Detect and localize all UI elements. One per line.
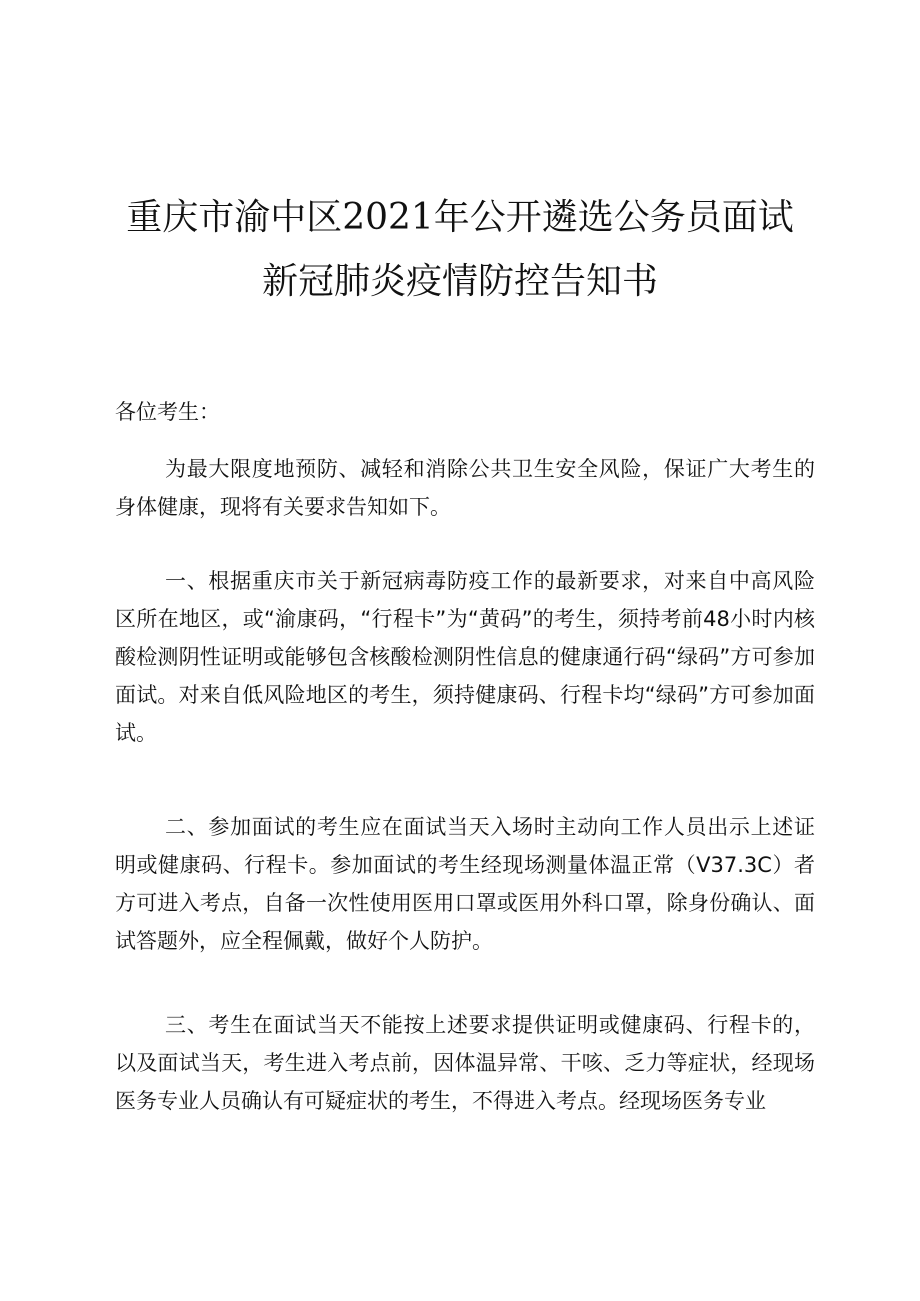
- paragraph-item-2: 二、参加面试的考生应在面试当天入场时主动向工作人员出示上述证明或健康码、行程卡。参加面试的考生经现场测量体温正常（V37.3C）者方可进入考点，自备一次性使用医用口罩或医用外科口罩，除身份确认、面试答题外，应全程佩戴，做好个人防护。: [115, 815, 815, 953]
- paragraph-item-1: 一、根据重庆市关于新冠病毒防疫工作的最新要求，对来自中高风险区所在地区，或“渝康码，“行程卡”为“黄码”的考生，须持考前48小时内核酸检测阴性证明或能够包含核酸检测阴性信息的健康通行码“绿码”方可参加面试。对来自低风险地区的考生，须持健康码、行程卡均“绿码”方可参加面试。: [115, 569, 815, 745]
- salutation: 各位考生：: [115, 400, 220, 424]
- paragraph-item-3: 三、考生在面试当天不能按上述要求提供证明或健康码、行程卡的，以及面试当天，考生进入考点前，因体温异常、干咳、乏力等症状，经现场医务专业人员确认有可疑症状的考生，不得进入考点。经现场医务专业: [115, 1013, 815, 1113]
- document-title-line-2: 新冠肺炎疫情防控告知书: [261, 261, 658, 302]
- document-title-line-1: 重庆市渝中区2021年公开遴选公务员面试: [126, 197, 794, 238]
- intro-paragraph: 为最大限度地预防、减轻和消除公共卫生安全风险，保证广大考生的身体健康，现将有关要求告知如下。: [115, 457, 815, 519]
